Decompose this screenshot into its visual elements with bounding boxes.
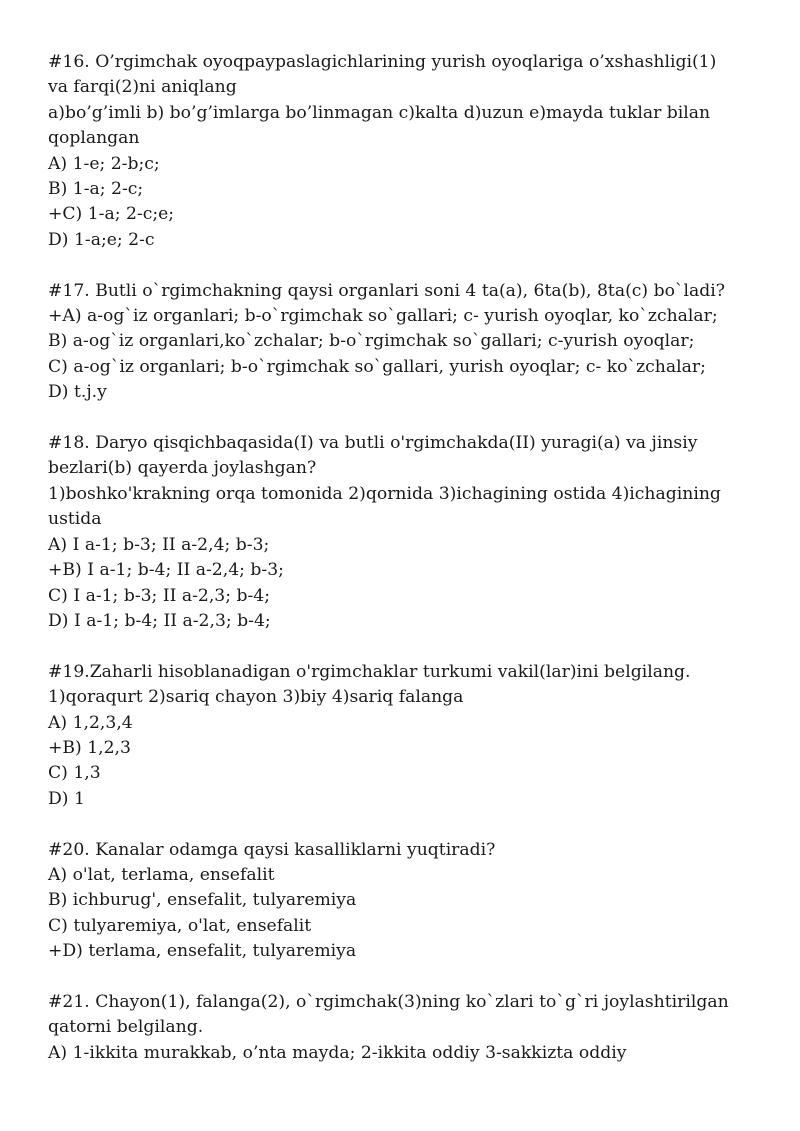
question-21-text: #21. Chayon(1), falanga(2), o`rgimchak(3)ning ko`zlari to`g`ri joylashtirilgan	[48, 991, 729, 1012]
question-18-options-list: 1)boshko'krakning orqa tomonida 2)qornida 3)ichagining ostida 4)ichagining	[48, 483, 721, 504]
answer-option-d: D) t.j.y	[48, 382, 107, 403]
question-17	[48, 279, 768, 406]
spacer	[48, 253, 768, 278]
answer-option-c: C) tulyaremiya, o'lat, ensefalit	[48, 915, 312, 936]
answer-option-a: +A) a-og`iz organlari; b-o`rgimchak so`gallari; c- yurish oyoqlar, ko`zchalar;	[48, 306, 718, 327]
answer-option-b: +B) 1,2,3	[48, 737, 131, 758]
question-20	[48, 838, 768, 965]
question-16-options-list: a)bo’g’imli b) bo’g’imlarga bo’linmagan c)kalta d)uzun e)mayda tuklar bilan	[48, 102, 711, 123]
question-19-options-list: 1)qoraqurt 2)sariq chayon 3)biy 4)sariq falanga	[48, 687, 464, 708]
question-16	[48, 50, 768, 253]
spacer	[48, 965, 768, 990]
answer-option-d: D) 1-a;e; 2-c	[48, 229, 155, 250]
answer-option-a: A) 1,2,3,4	[48, 712, 133, 733]
question-18-text: bezlari(b) qayerda joylashgan?	[48, 458, 317, 479]
answer-option-c: C) 1,3	[48, 763, 101, 784]
question-18-options-list: ustida	[48, 509, 102, 530]
question-16-text: va farqi(2)ni aniqlang	[48, 77, 237, 98]
answer-option-b: B) ichburug', ensefalit, tulyaremiya	[48, 890, 357, 911]
answer-option-b: B) a-og`iz organlari,ko`zchalar; b-o`rgimchak so`gallari; c-yurish oyoqlar;	[48, 331, 695, 352]
question-20-text: #20. Kanalar odamga qaysi kasalliklarni yuqtiradi?	[48, 839, 496, 860]
answer-option-c: +C) 1-a; 2-c;e;	[48, 204, 175, 225]
answer-option-a: A) I a-1; b-3; II a-2,4; b-3;	[48, 534, 270, 555]
answer-option-b: B) 1-a; 2-c;	[48, 179, 144, 200]
question-19-text: #19.Zaharli hisoblanadigan o'rgimchaklar turkumi vakil(lar)ini belgilang.	[48, 661, 691, 682]
document-page	[48, 50, 768, 1066]
question-18	[48, 431, 768, 634]
answer-option-d: D) 1	[48, 788, 85, 809]
question-21-text: qatorni belgilang.	[48, 1017, 204, 1038]
question-18-text: #18. Daryo qisqichbaqasida(I) va butli o'rgimchakda(II) yuragi(a) va jinsiy	[48, 433, 698, 454]
spacer	[48, 406, 768, 431]
answer-option-c: C) I a-1; b-3; II a-2,3; b-4;	[48, 585, 271, 606]
question-16-options-list: qoplangan	[48, 128, 140, 149]
answer-option-a: A) o'lat, terlama, ensefalit	[48, 864, 275, 885]
question-17-text: #17. Butli o`rgimchakning qaysi organlari soni 4 ta(a), 6ta(b), 8ta(c) bo`ladi?	[48, 280, 725, 301]
question-21	[48, 990, 768, 1066]
question-19	[48, 660, 768, 812]
question-16-text: #16. O’rgimchak oyoqpaypaslagichlarining yurish oyoqlariga o’xshashligi(1)	[48, 52, 717, 72]
answer-option-d: +D) terlama, ensefalit, tulyaremiya	[48, 941, 357, 962]
answer-option-a: A) 1-e; 2-b;c;	[48, 153, 160, 174]
answer-option-d: D) I a-1; b-4; II a-2,3; b-4;	[48, 610, 271, 631]
spacer	[48, 634, 768, 659]
answer-option-c: C) a-og`iz organlari; b-o`rgimchak so`gallari, yurish oyoqlar; c- ko`zchalar;	[48, 356, 706, 377]
answer-option-b: +B) I a-1; b-4; II a-2,4; b-3;	[48, 560, 284, 581]
answer-option-a: A) 1-ikkita murakkab, o’nta mayda; 2-ikkita oddiy 3-sakkizta oddiy	[48, 1042, 627, 1063]
spacer	[48, 812, 768, 837]
